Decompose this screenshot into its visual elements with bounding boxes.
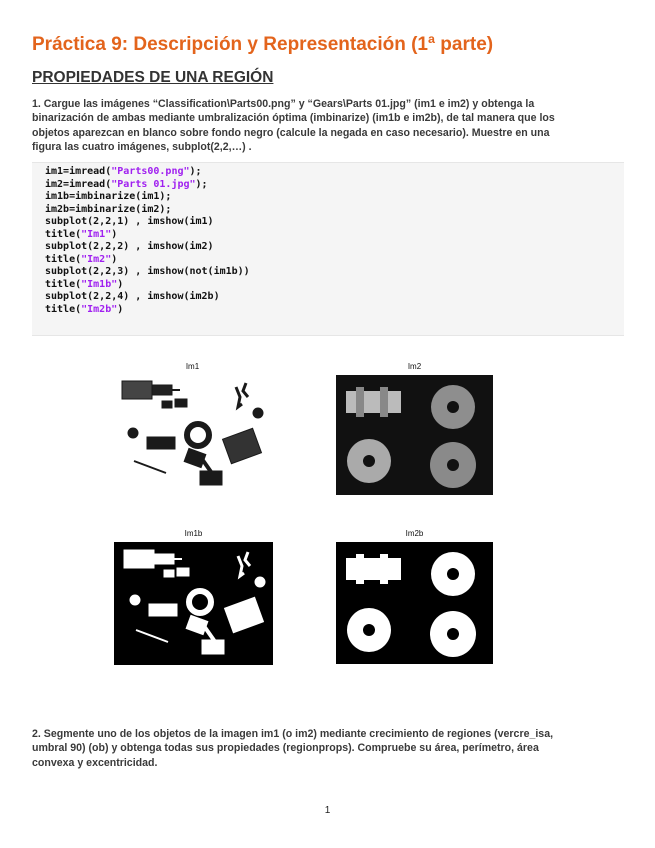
code-line: subplot(2,2,1) , imshow(im1)	[45, 216, 214, 227]
figure-title-im2: Im2	[407, 362, 422, 371]
code-line: title("Im1")	[45, 228, 118, 240]
code-line: subplot(2,2,3) , imshow(not(im1b))	[45, 266, 250, 277]
gears-binary-image	[336, 542, 493, 664]
exercise-1-text	[32, 97, 624, 155]
figure-im1b	[114, 529, 273, 665]
figure-title-im1b: Im1b	[184, 529, 203, 538]
code-line: title("Im2b")	[45, 303, 124, 315]
figure-title-im1: Im1	[185, 362, 200, 371]
exercise-1-line: figura las cuatro imágenes, subplot(2,2,…) .	[32, 141, 252, 154]
code-line: subplot(2,2,4) , imshow(im2b)	[45, 291, 220, 302]
exercise-1-line: objetos aparezcan en blanco sobre fondo negro (calcule la negada en caso necesario). Muestre en una	[32, 126, 550, 139]
code-block	[32, 162, 624, 336]
code-line: im1b=imbinarize(im1);	[45, 191, 172, 202]
exercise-2-line: 2. Segmente uno de los objetos de la imagen im1 (o im2) mediante crecimiento de regiones (vercre_isa,	[32, 728, 554, 740]
figure-im2b	[336, 529, 493, 664]
page-title: Práctica 9: Descripción y Representación (1ª parte)	[32, 34, 494, 55]
exercise-1-line: binarización de ambas mediante umbralización óptima (imbinarize) (im1b e im2b), de tal manera que los	[32, 112, 555, 125]
figure-im2	[336, 362, 493, 495]
parts-binary-image	[114, 542, 273, 665]
code-line: title("Im2")	[45, 253, 118, 265]
figure-title-im2b: Im2b	[405, 529, 424, 538]
code-line: im2b=imbinarize(im2);	[45, 203, 172, 215]
section-heading: PROPIEDADES DE UNA REGIÓN	[32, 69, 274, 86]
exercise-2-text	[32, 727, 624, 770]
figure-im1	[114, 362, 271, 501]
gears-image	[336, 375, 493, 495]
page-number: 1	[324, 805, 331, 816]
code-line: im2=imread("Parts 01.jpg");	[45, 178, 208, 190]
exercise-2-line: umbral 90) (ob) y obtenga todas sus propiedades (regionprops). Compruebe su área, perímetro, área	[32, 742, 539, 755]
exercise-2-line: convexa y excentricidad.	[32, 756, 158, 769]
code-line: im1=imread("Parts00.png");	[45, 166, 202, 177]
code-line: title("Im1b")	[45, 278, 124, 290]
exercise-1-line: 1. Cargue las imágenes “Classification\Parts00.png” y “Gears\Parts 01.jpg” (im1 e im2) y obtenga la	[32, 98, 535, 110]
code-line: subplot(2,2,2) , imshow(im2)	[45, 241, 214, 252]
parts-image	[114, 375, 271, 501]
